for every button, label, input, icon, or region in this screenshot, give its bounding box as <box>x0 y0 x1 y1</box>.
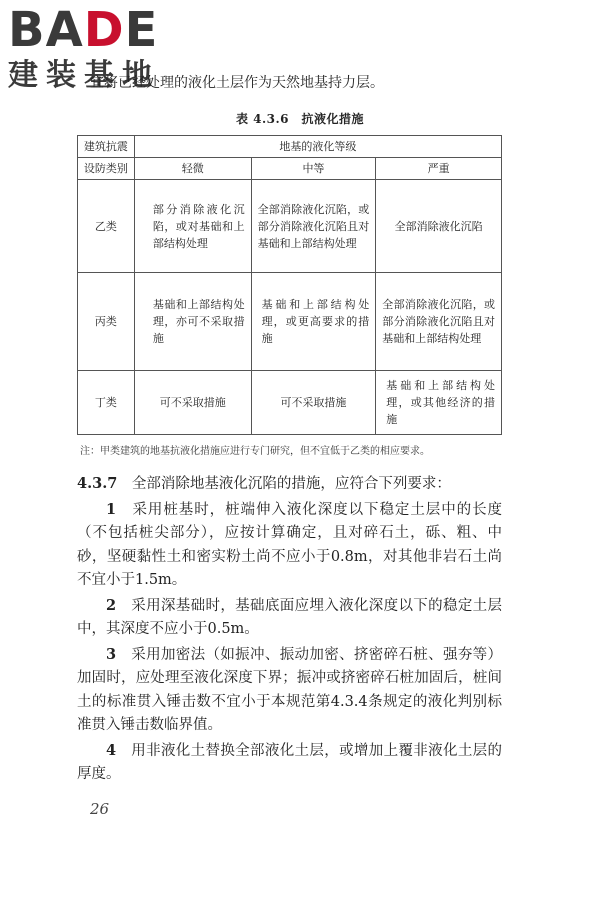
row-category: 丁类 <box>78 371 135 435</box>
intro-text: 宜将已经处理的液化土层作为天然地基持力层。 <box>90 75 384 91</box>
table-row <box>78 371 502 435</box>
table-cell: 全部消除液化沉陷，或部分消除液化沉陷且对基础和上部结构处理 <box>251 180 376 273</box>
header-level-moderate: 中等 <box>251 158 376 180</box>
header-level-slight: 轻微 <box>134 158 251 180</box>
logo-subtitle: 建装基地 <box>8 58 160 93</box>
row-category: 乙类 <box>78 180 135 273</box>
header-liquefaction-level: 地基的液化等级 <box>134 136 501 158</box>
header-category-line1: 建筑抗震 <box>78 136 135 158</box>
list-item: 1 采用桩基时，桩端伸入液化深度以下稳定土层中的长度（不包括桩尖部分），应按计算确定，且对碎石土，砾、粗、中砂，坚硬黏性土和密实粉土尚不应小于0.8m，对其他非岩石土尚不宜小于1.5m。 <box>77 500 503 588</box>
logo-wordmark: BADE <box>8 2 159 58</box>
table-cell: 可不采取措施 <box>251 371 376 435</box>
page-number: 26 <box>90 800 110 818</box>
table-row <box>78 180 502 273</box>
table-cell: 全部消除液化沉陷，或部分消除液化沉陷且对基础和上部结构处理 <box>376 273 502 371</box>
list-item: 3 采用加密法（如振冲、振动加密、挤密碎石桩、强夯等）加固时，应处理至液化深度下界；振冲或挤密碎石桩加固后，桩间土的标准贯入锤击数不宜小于本规范第4.3.4条规定的液化判别标准贯入锤击数临界值。 <box>77 645 503 733</box>
section-heading <box>77 472 502 497</box>
table-title: 表 4.3.6 抗液化措施 <box>235 112 365 126</box>
list-item: 4 用非液化土替换全部液化土层，或增加上覆非液化土层的厚度。 <box>77 741 503 782</box>
table-cell: 全部消除液化沉陷 <box>376 180 502 273</box>
liquefaction-measures-table <box>77 135 502 435</box>
table-cell: 基础和上部结构处理，或其他经济的措施 <box>376 371 502 435</box>
table-cell: 部分消除液化沉陷，或对基础和上部结构处理 <box>134 180 251 273</box>
section-number: 4.3.7 <box>77 475 118 492</box>
section-4-3-7 <box>77 472 502 788</box>
table-cell: 基础和上部结构处理，亦可不采取措施 <box>134 273 251 371</box>
table-note: 注：甲类建筑的地基抗液化措施应进行专门研究，但不宜低于乙类的相应要求。 <box>80 446 430 457</box>
table-cell: 可不采取措施 <box>134 371 251 435</box>
section-heading-text: 全部消除地基液化沉陷的措施，应符合下列要求： <box>131 476 451 492</box>
table-row <box>78 273 502 371</box>
row-category: 丙类 <box>78 273 135 371</box>
header-category-line2: 设防类别 <box>78 158 135 180</box>
list-item: 2 采用深基础时，基础底面应埋入液化深度以下的稳定土层中，其深度不应小于0.5m。 <box>77 596 503 637</box>
table-cell: 基础和上部结构处理，或更高要求的措施 <box>251 273 376 371</box>
header-level-severe: 严重 <box>376 158 502 180</box>
